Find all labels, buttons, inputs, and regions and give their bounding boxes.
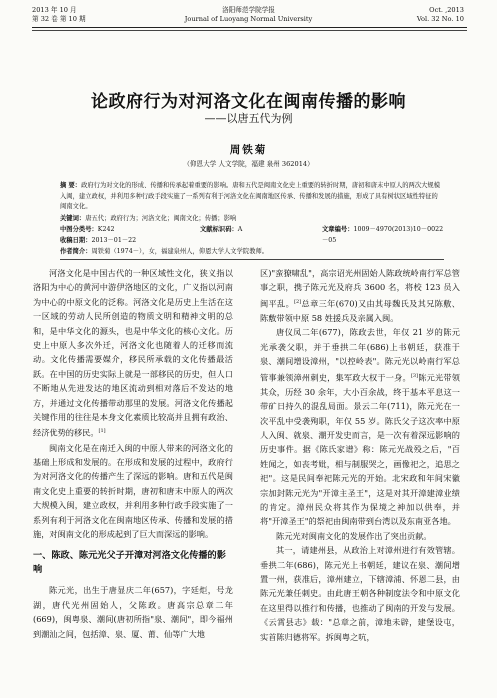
reference-mark: [3]: [410, 372, 419, 379]
reference-mark: [1]: [98, 428, 106, 435]
abstract-text: 政府行为对文化的形成、传播和传承起着重要的影响。唐和五代是闽南文化史上重要的转折时期，唐初和唐末中原人的两次大规模入闽，建立政权，并利用多种行政手段实施了一系列有利于河洛文化在闽南地区传承、传播和发展的措施，形成了具有树状区域性特征的闽南文化。: [60, 182, 441, 210]
header-right: [417, 6, 464, 24]
author-name: 周铁菊: [229, 144, 268, 156]
article-number-value: 1009－4970(2013)10－0022－05: [322, 226, 444, 244]
volume-issue: 第 32 卷 第 10 期: [32, 15, 86, 23]
header-rule-thick: [32, 27, 467, 28]
clc-label: 中图分类号：: [60, 226, 98, 233]
author-bio-label: 作者简介：: [60, 248, 92, 255]
received-line: [60, 236, 444, 247]
paragraph: 陈元光，出生于唐显庆二年(657)，字廷炬，号龙湖，唐代光州固始人，父陈政。唐高宗总章二年(669)，闽粤泉、潮间(唐初所指"泉、潮间"，即今福州到潮汕之间，包括漳、泉、厦、莆、仙等广大地: [33, 585, 233, 639]
journal-name-en: Journal of Luoyang Normal University: [184, 15, 313, 23]
received-label: 收稿日期：: [60, 237, 92, 244]
reference-mark: [2]: [294, 298, 302, 305]
author-bio-value: 周铁菊（1974－），女，福建泉州人，仰恩大学人文学院教师。: [91, 248, 269, 255]
paragraph: 其一，请建州县，从政治上对漳州进行有效管辖。垂拱二年(686)，陈元光上书朝廷，建议在泉、潮间增置一州，获准后，漳州建立，下辖漳浦、怀恩二县，由陈元光兼任刺史。由此唐王朝各种制度法令和中原文化在这里得以推行和传播，也推动了闽南的开发与发展。《云霄县志》载："总章之前，漳地未辟，建堡设屯，实首陈归德将军。拆闽粤之吭，: [260, 545, 460, 642]
paragraph-text: 总章三年(670)又由其母魏氏及其兄陈敷、陈敷带领中原 58 姓援兵及亲属入闽。: [260, 298, 460, 323]
header-rule-thin: [32, 30, 467, 31]
doc-code: [200, 225, 242, 236]
journal-name-cn: 洛阳师范学院学报: [222, 6, 275, 14]
article-number-label: 文章编号：: [322, 226, 354, 233]
right-column: [260, 266, 460, 644]
left-column: [33, 266, 233, 641]
keywords-line: [60, 214, 444, 225]
issue-date: 2013 年 10 月: [32, 6, 77, 14]
issue-date-en: Oct. ,2013: [429, 6, 464, 14]
author-affiliation: （仰恩大学 人文学院，福建 泉州 362014）: [183, 160, 314, 168]
paragraph: 陈元光对闽南文化的发展作出了突出贡献。: [276, 530, 432, 541]
paragraph: [260, 325, 460, 528]
section-heading: 一、陈政、陈元光父子开漳对河洛文化传播的影响: [33, 550, 226, 576]
author-bio-line: [60, 247, 444, 258]
paragraph-text: 河洛文化是中国古代的一种区域性文化，狭义指以洛阳为中心的黄河中游伊洛地区的文化，广义指以河南为中心的中原文化的泛称。河洛文化是历史上生活在这一区域的劳动人民所创造的物质文明和精神文明的总和，是中华文化的源头，也是中华文化的核心文化。历史上中原人多次外迁，河洛文化也随着人的迁移而流动。文化传播需要媒介，移民所承载的文化传播最活跃。在中国的历史实际上就是一部移民的历史，但人口不断地从先进发达的地区流动到相对落后不发达的地方，并通过文化传播带动那里的发展。河洛文化传播起关键作用的往往是本身文化素质比较高并且拥有政治、经济优势的移民。: [33, 268, 233, 439]
received-value: 2013－01－22: [91, 237, 137, 244]
paragraph-text: 陈元光带领其众，历经 30 余年，大小百余战，终于基本平息这一带矿日持久的混乱局面。景云二年(711)，陈元光在一次平乱中受袭殉职，年仅 55 岁。陈氏父子这次率中原人入闽、就泉、潮开发史而言，是一次有着深远影响的历史事件。据《陈氏家谱》称：陈元光战殁之后，"百姓闻之，如丧考妣，相与制服哭之，画像祀之，追思之祀"。这是民间奉祀陈元光的开始。北宋政和年间宋徽宗加封陈元光为"开漳主圣王"，这是对其开漳建漳业绩的肯定。漳州民众将其作为保境之神加以供奉，并将"开漳圣王"的祭祀由闽南带到台湾以及东南亚各地。: [260, 372, 460, 527]
volume-issue-en: Vol. 32 No. 10: [416, 15, 464, 23]
paragraph: [260, 266, 460, 325]
abstract-label: 摘 要：: [60, 182, 82, 189]
clc-value: K242: [97, 226, 115, 233]
paragraph-text: 区)"蛮獠啸乱"，高宗诏光州固始人陈政统岭南行军总管事之职，携子陈元光及府兵 3600 名，将校 123 员入闽平乱。: [260, 268, 460, 309]
abstract-separator: [60, 259, 444, 260]
abstract: [60, 181, 444, 213]
paragraph: 闽南文化是在南迁入闽的中原人带来的河洛文化的基础上形成和发展的。在形成和发展的过程中，政府行为对河洛文化的传播产生了深远的影响。唐和五代是闽南文化史上重要的转折时期，唐初和唐末中原人的两次大规模入闽，建立政权，并利用多种行政手段实施了一系列有利于河洛文化在闽南地区传承、传播和发展的措施，对闽南文化的形成起到了巨大而深远的影响。: [33, 442, 233, 540]
keywords-label: 关键词：: [60, 215, 86, 222]
paragraph-text: 唐仪凤二年(677)，陈政去世，年仅 21 岁的陈元光承袭父职，并于垂拱二年(686)上书朝廷，获准于泉、潮间增设漳州，"以控岭表"。陈元光以岭南行军总管事兼领漳州刺史，集军政大权于一身。: [260, 327, 460, 383]
article-title: 论政府行为对河洛文化在闽南传播的影响: [91, 92, 406, 112]
article-subtitle: ——以唐五代为例: [204, 112, 293, 125]
paragraph: [33, 266, 233, 441]
doc-code-label: 文献标识码：: [200, 226, 238, 233]
doc-code-value: A: [237, 226, 243, 233]
keywords-text: 唐五代；政府行为；河洛文化；闽南文化；传播；影响: [85, 215, 237, 222]
